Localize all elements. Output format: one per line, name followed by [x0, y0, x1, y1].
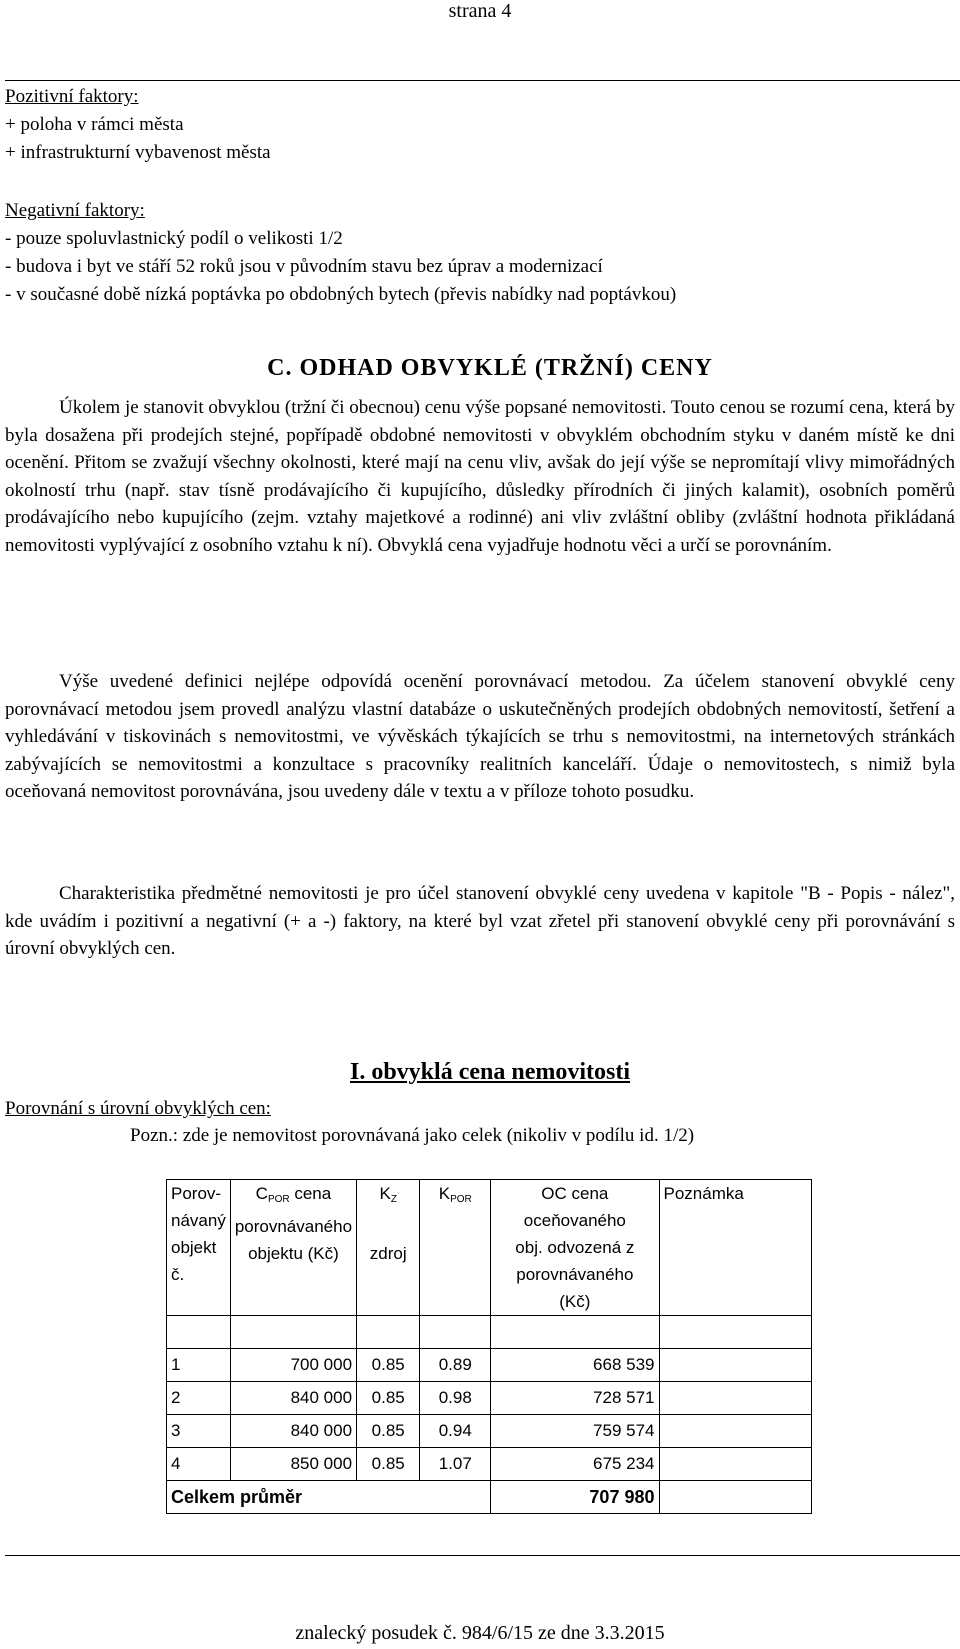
row-price: 840 000 — [230, 1415, 356, 1448]
header-price — [230, 1180, 356, 1316]
header-oc-line: obj. odvozená z — [515, 1238, 635, 1257]
comparison-table — [166, 1179, 812, 1514]
header-object-line: objekt — [171, 1238, 217, 1257]
characteristic-paragraph: Charakteristika předmětné nemovitosti je pro účel stanovení obvyklé ceny uvedena v kapitole "B - Popis - nález", kde uvádím i pozitivní a negativní (+ a -) faktory, na které byl vzat zřetel při stanovení obvyklé ceny při porovnávání s úrovní obvyklých cen. — [5, 883, 955, 959]
section-c-heading — [0, 355, 960, 382]
header-object — [167, 1180, 231, 1316]
row-kpor: 1.07 — [420, 1448, 491, 1481]
header-note: Poznámka — [659, 1180, 812, 1316]
total-label: Celkem průměr — [167, 1481, 491, 1514]
header-object-line: návaný — [171, 1211, 226, 1230]
header-object-line: Porov- — [171, 1184, 222, 1203]
row-kz: 0.85 — [357, 1349, 420, 1382]
header-price-word: cena — [289, 1184, 332, 1203]
table-total-row — [167, 1481, 812, 1514]
row-kpor: 0.98 — [420, 1382, 491, 1415]
row-kpor: 0.89 — [420, 1349, 491, 1382]
header-kpor-subscript: POR — [450, 1194, 472, 1205]
header-kpor-title — [424, 1180, 486, 1213]
header-rule — [5, 80, 960, 81]
header-oc-line: OC cena oceňovaného — [523, 1184, 626, 1230]
row-note — [659, 1415, 812, 1448]
row-price: 850 000 — [230, 1448, 356, 1481]
table-row — [167, 1415, 812, 1448]
table-row — [167, 1382, 812, 1415]
row-id: 2 — [167, 1382, 231, 1415]
table-spacer-row — [167, 1316, 812, 1349]
row-kz: 0.85 — [357, 1448, 420, 1481]
header-kz-title — [361, 1180, 415, 1213]
row-kz: 0.85 — [357, 1382, 420, 1415]
row-id: 1 — [167, 1349, 231, 1382]
row-oc: 759 574 — [491, 1415, 659, 1448]
table-header-row — [167, 1180, 812, 1316]
row-kz: 0.85 — [357, 1415, 420, 1448]
header-price-subscript: POR — [267, 1194, 290, 1205]
header-price-line: porovnávaného — [234, 1217, 353, 1236]
footer-text: znalecký posudek č. 984/6/15 ze dne 3.3.2015 — [295, 1622, 665, 1644]
section-c-title: C. ODHAD OBVYKLÉ (TRŽNÍ) CENY — [267, 355, 713, 381]
negative-item: - v současné době nízká poptávka po obdobných bytech (převis nabídky nad poptávkou) — [5, 284, 677, 305]
header-price-title — [235, 1180, 352, 1213]
spacer-cell — [491, 1316, 659, 1349]
negative-item: - pouze spoluvlastnický podíl o velikosti 1/2 — [5, 228, 343, 249]
spacer-cell — [420, 1316, 491, 1349]
header-kz-spacer — [361, 1213, 415, 1240]
negative-item: - budova i byt ve stáří 52 roků jsou v původním stavu bez úprav a modernizací — [5, 256, 603, 277]
header-price-symbol: C — [255, 1184, 268, 1203]
method-paragraph: Výše uvedené definici nejlépe odpovídá ocenění porovnávací metodou. Za účelem stanovení obvyklé ceny porovnávací metodou jsem provedl analýzu vlastní databáze o uskutečněných prodejích obdobných nemovitostí, šetření a vyhledávání v tiskovinách s nemovitostmi, ve vývěskách týkajících se trhu s nemovitostmi, na internetových stránkách zabývajících se nemovitostmi a konzultace s pracovníky realitních kanceláří. Údaje o nemovitostech, s nimiž byla oceňovaná nemovitost porovnávána, jsou uvedeny dále v textu a v příloze tohoto posudku. — [5, 671, 955, 802]
total-note — [659, 1481, 812, 1514]
row-id: 3 — [167, 1415, 231, 1448]
row-kpor: 0.94 — [420, 1415, 491, 1448]
row-note — [659, 1382, 812, 1415]
header-kz-subscript: Z — [390, 1194, 397, 1205]
table-row — [167, 1349, 812, 1382]
row-oc: 675 234 — [491, 1448, 659, 1481]
total-value: 707 980 — [491, 1481, 659, 1514]
comparison-label: Porovnání s úrovní obvyklých cen: — [5, 1098, 271, 1119]
section-i-heading — [0, 1059, 960, 1086]
spacer-cell — [659, 1316, 812, 1349]
spacer-cell — [167, 1316, 231, 1349]
row-oc: 668 539 — [491, 1349, 659, 1382]
row-price: 840 000 — [230, 1382, 356, 1415]
header-kpor-symbol: K — [438, 1184, 451, 1203]
header-kpor — [420, 1180, 491, 1316]
header-oc-line: (Kč) — [559, 1292, 591, 1311]
row-note — [659, 1349, 812, 1382]
comparison-note: Pozn.: zde je nemovitost porovnávaná jako celek (nikoliv v podílu id. 1/2) — [130, 1125, 695, 1146]
header-oc — [491, 1180, 659, 1316]
footer-rule — [5, 1555, 960, 1556]
header-kz-source: zdroj — [369, 1244, 407, 1263]
negative-title: Negativní faktory: — [5, 200, 145, 221]
header-object-line: č. — [171, 1265, 185, 1284]
header-kz — [357, 1180, 420, 1316]
table-row — [167, 1448, 812, 1481]
positive-title: Pozitivní faktory: — [5, 86, 139, 107]
definition-paragraph: Úkolem je stanovit obvyklou (tržní či obecnou) cenu výše popsané nemovitosti. Touto cenou se rozumí cena, která by byla dosažena při prodejích stejné, popřípadě obdobné nemovitosti v obvyklém obchodním styku v daném místě ke dni ocenění. Přitom se zvažují všechny okolnosti, které mají na cenu vliv, avšak do její výše se nepromítají vlivy mimořádných okolností trhu (např. stav tísně prodávajícího či kupujícího, důsledky přírodních či jiných kalamit), osobních poměrů prodávajícího nebo kupujícího (zejm. vztahy majetkové a rodinné) ani vliv zvláštní obliby (zvláštní hodnota přikládaná nemovitosti vyplývající z osobního vztahu k ní). Obvyklá cena vyjadřuje hodnotu věci a určí se porovnáním. — [5, 397, 955, 556]
positive-item: + infrastrukturní vybavenost města — [5, 142, 271, 163]
row-oc: 728 571 — [491, 1382, 659, 1415]
row-note — [659, 1448, 812, 1481]
header-oc-line: porovnávaného — [516, 1265, 634, 1284]
spacer-cell — [230, 1316, 356, 1349]
positive-item: + poloha v rámci města — [5, 114, 184, 135]
row-id: 4 — [167, 1448, 231, 1481]
header-price-line: objektu (Kč) — [248, 1244, 339, 1263]
spacer-cell — [357, 1316, 420, 1349]
header-kz-symbol: K — [379, 1184, 391, 1203]
page-number: strana 4 — [448, 0, 512, 22]
row-price: 700 000 — [230, 1349, 356, 1382]
section-i-title: I. obvyklá cena nemovitosti — [349, 1059, 630, 1085]
